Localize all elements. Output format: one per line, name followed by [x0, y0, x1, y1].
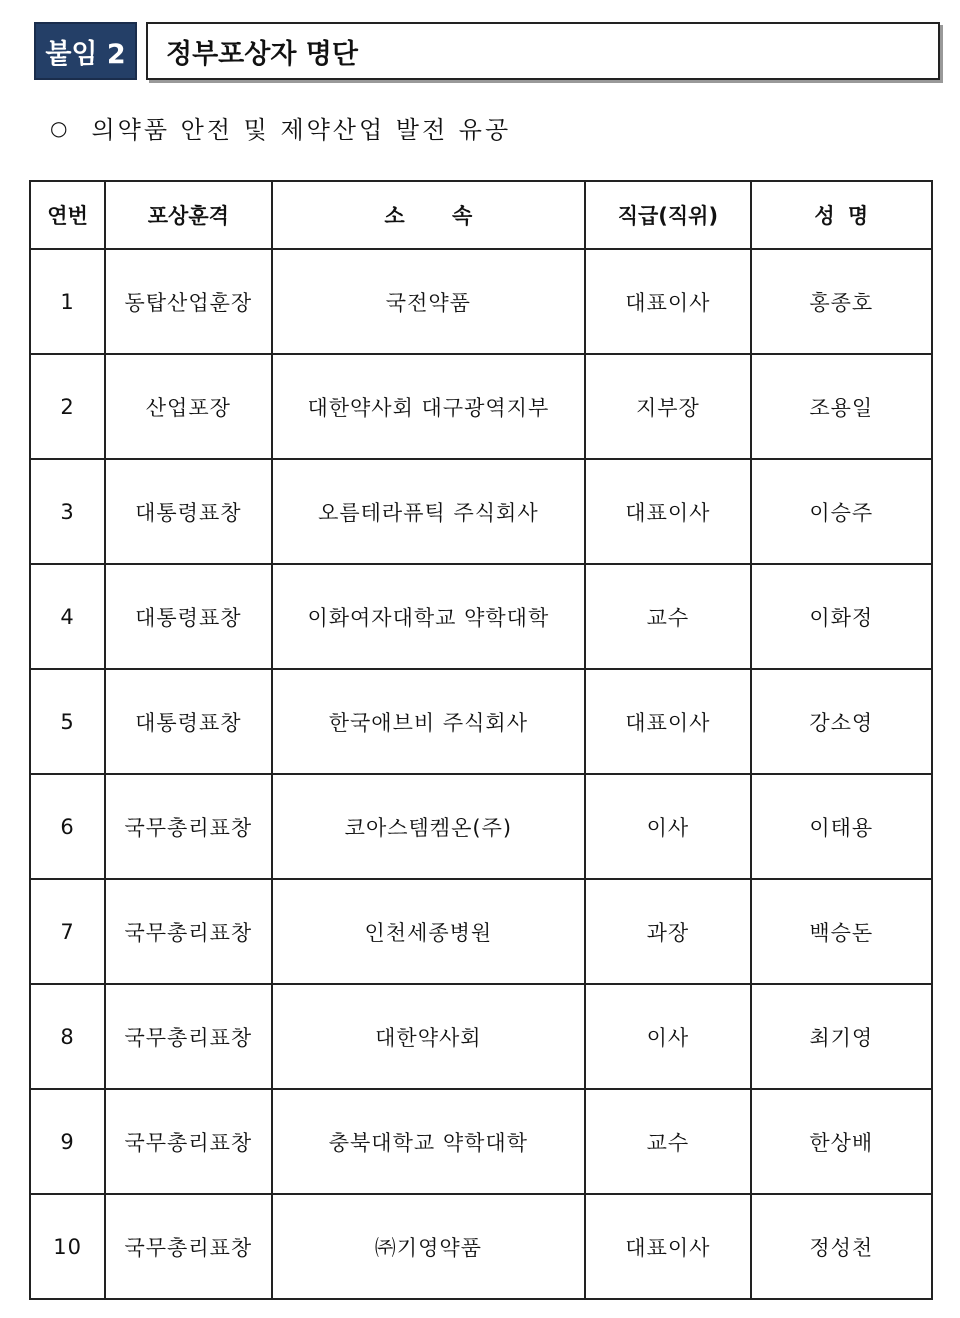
- table-row: [30, 249, 932, 354]
- cell-number: 5: [30, 669, 105, 774]
- cell-award: 대통령표창: [105, 459, 271, 564]
- attachment-badge: 붙임 2: [34, 22, 137, 80]
- cell-position: 지부장: [585, 354, 750, 459]
- column-header-organization: 소 속: [272, 181, 586, 249]
- table-row: [30, 1089, 932, 1194]
- cell-number: 3: [30, 459, 105, 564]
- page-title: 정부포상자 명단: [146, 22, 940, 80]
- table-row: [30, 354, 932, 459]
- cell-name: 강소영: [751, 669, 932, 774]
- cell-number: 7: [30, 879, 105, 984]
- table-row: [30, 669, 932, 774]
- cell-name: 홍종호: [751, 249, 932, 354]
- awardee-table: [29, 180, 933, 1300]
- cell-number: 6: [30, 774, 105, 879]
- cell-award: 대통령표창: [105, 669, 271, 774]
- cell-organization: 코아스템켐온(주): [272, 774, 586, 879]
- cell-number: 4: [30, 564, 105, 669]
- cell-organization: ㈜기영약품: [272, 1194, 586, 1299]
- table-row: [30, 774, 932, 879]
- cell-name: 이승주: [751, 459, 932, 564]
- cell-position: 이사: [585, 984, 750, 1089]
- cell-name: 이화정: [751, 564, 932, 669]
- cell-organization: 한국애브비 주식회사: [272, 669, 586, 774]
- cell-position: 대표이사: [585, 249, 750, 354]
- cell-organization: 국전약품: [272, 249, 586, 354]
- cell-position: 과장: [585, 879, 750, 984]
- cell-position: 대표이사: [585, 669, 750, 774]
- table-row: [30, 564, 932, 669]
- cell-award: 국무총리표창: [105, 1194, 271, 1299]
- column-header-award: 포상훈격: [105, 181, 271, 249]
- cell-name: 한상배: [751, 1089, 932, 1194]
- section-heading: [50, 110, 511, 145]
- cell-name: 최기영: [751, 984, 932, 1089]
- column-header-name: 성 명: [751, 181, 932, 249]
- table-row: [30, 984, 932, 1089]
- cell-position: 교수: [585, 564, 750, 669]
- table-header-row: [30, 181, 932, 249]
- table-row: [30, 1194, 932, 1299]
- cell-name: 이태용: [751, 774, 932, 879]
- column-header-number: 연번: [30, 181, 105, 249]
- cell-organization: 대한약사회 대구광역지부: [272, 354, 586, 459]
- cell-organization: 이화여자대학교 약학대학: [272, 564, 586, 669]
- column-header-position: 직급(직위): [585, 181, 750, 249]
- cell-award: 국무총리표창: [105, 984, 271, 1089]
- cell-organization: 오름테라퓨틱 주식회사: [272, 459, 586, 564]
- table-row: [30, 459, 932, 564]
- cell-number: 1: [30, 249, 105, 354]
- cell-award: 산업포장: [105, 354, 271, 459]
- cell-position: 이사: [585, 774, 750, 879]
- cell-name: 백승돈: [751, 879, 932, 984]
- cell-name: 조용일: [751, 354, 932, 459]
- cell-position: 대표이사: [585, 459, 750, 564]
- cell-award: 국무총리표창: [105, 774, 271, 879]
- cell-award: 대통령표창: [105, 564, 271, 669]
- cell-name: 정성천: [751, 1194, 932, 1299]
- section-heading-text: 의약품 안전 및 제약산업 발전 유공: [91, 116, 512, 144]
- cell-award: 국무총리표창: [105, 1089, 271, 1194]
- cell-number: 10: [30, 1194, 105, 1299]
- title-bar: [34, 22, 940, 80]
- cell-award: 동탑산업훈장: [105, 249, 271, 354]
- cell-number: 9: [30, 1089, 105, 1194]
- cell-position: 교수: [585, 1089, 750, 1194]
- table-row: [30, 879, 932, 984]
- cell-organization: 인천세종병원: [272, 879, 586, 984]
- cell-number: 8: [30, 984, 105, 1089]
- cell-organization: 충북대학교 약학대학: [272, 1089, 586, 1194]
- cell-number: 2: [30, 354, 105, 459]
- cell-organization: 대한약사회: [272, 984, 586, 1089]
- cell-position: 대표이사: [585, 1194, 750, 1299]
- cell-award: 국무총리표창: [105, 879, 271, 984]
- bullet-icon: ○: [50, 115, 68, 140]
